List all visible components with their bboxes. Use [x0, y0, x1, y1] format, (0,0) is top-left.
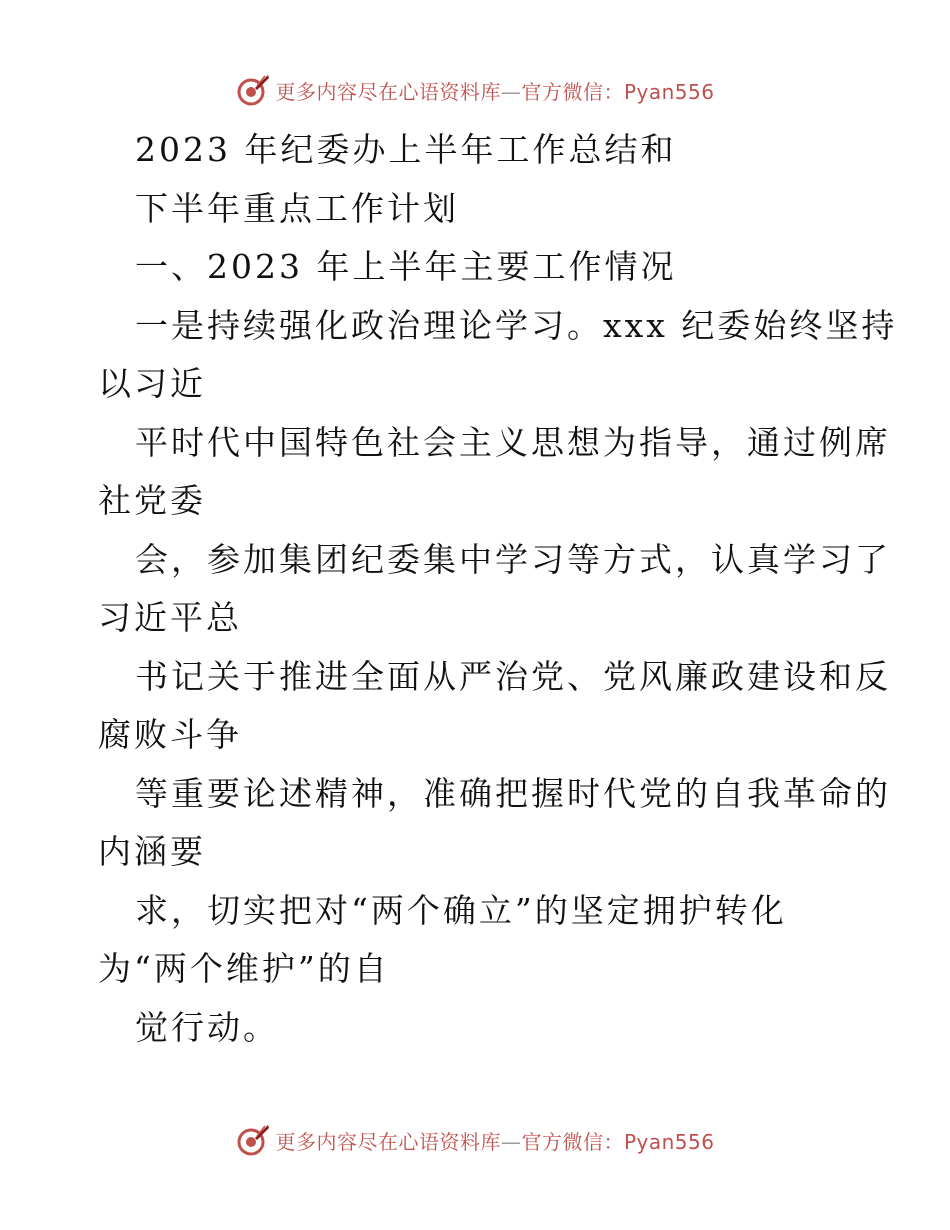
watermark-brand: 更多内容尽在心语资料库 — [275, 79, 501, 104]
header-watermark — [0, 70, 950, 110]
paragraph-line: 会，参加集团纪委集中学习等方式，认真学习了 — [135, 539, 891, 579]
watermark-text — [275, 76, 714, 105]
section-heading: 一、2023 年上半年主要工作情况 — [135, 247, 677, 286]
paragraph-line: 习近平总 — [98, 598, 242, 637]
footer-watermark — [0, 1120, 950, 1160]
watermark-brand: 更多内容尽在心语资料库 — [275, 1129, 501, 1154]
paragraph-line: 书记关于推进全面从严治党、党风廉政建设和反 — [135, 656, 891, 696]
quill-seal-icon — [235, 1122, 271, 1158]
paragraph-line: 平时代中国特色社会主义思想为指导，通过例席 — [135, 422, 891, 462]
paragraph-line: 求，切实把对“两个确立”的坚定拥护转化 — [135, 890, 787, 930]
paragraph-line: 社党委 — [98, 481, 206, 520]
paragraph-line: 一是持续强化政治理论学习。xxx 纪委始终坚持 — [135, 305, 898, 345]
paragraph-line: 腐败斗争 — [98, 715, 242, 754]
paragraph-line: 为“两个维护”的自 — [98, 949, 390, 988]
watermark-separator: — — [500, 1129, 522, 1154]
watermark-text — [275, 1126, 714, 1155]
paragraph-line: 以习近 — [98, 364, 206, 403]
paragraph-line: 觉行动。 — [135, 1007, 279, 1047]
quill-seal-icon — [235, 72, 271, 108]
paragraph-line: 等重要论述精神，准确把握时代党的自我革命的 — [135, 773, 891, 813]
paragraph-line: 内涵要 — [98, 832, 206, 871]
watermark-contact: 官方微信：Pyan556 — [521, 1129, 715, 1154]
document-title-line: 下半年重点工作计划 — [135, 188, 459, 228]
document-title-line: 2023 年纪委办上半年工作总结和 — [135, 130, 677, 169]
watermark-contact: 官方微信：Pyan556 — [521, 79, 715, 104]
watermark-separator: — — [500, 79, 522, 104]
